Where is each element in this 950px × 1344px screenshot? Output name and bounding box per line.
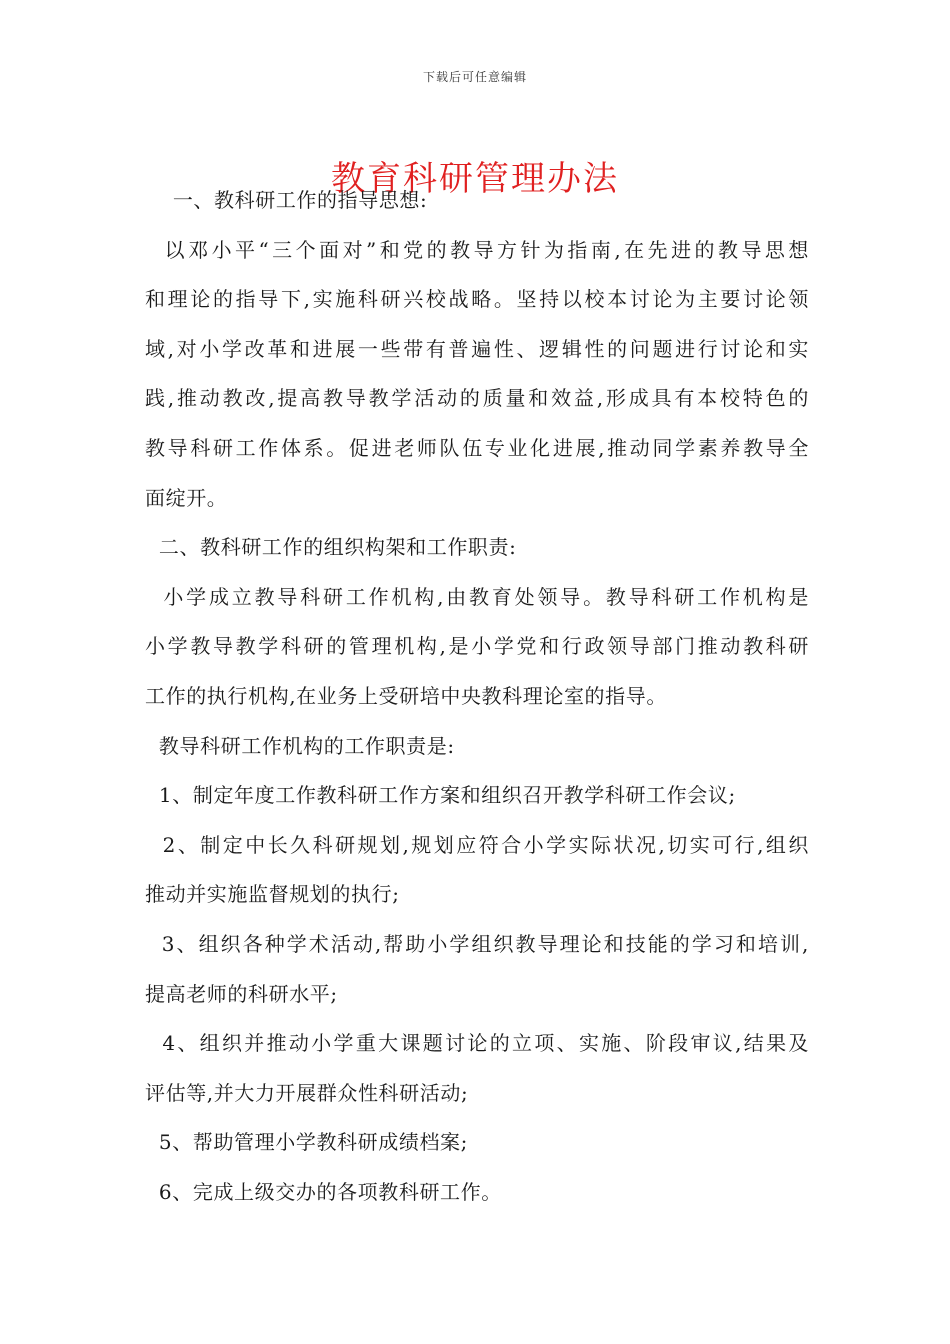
header-note: 下载后可任意编辑 — [422, 70, 527, 84]
text-line: 工作的执行机构,在业务上受研培中央教科理论室的指导。 — [145, 683, 667, 708]
text-line: 小学教导教学科研的管理机构,是小学党和行政领导部门推动教科研 — [145, 634, 809, 659]
text-line: 面绽开。 — [145, 485, 228, 510]
text-line: 推动并实施监督规划的执行; — [145, 882, 400, 907]
text-line: 践,推动教改,提高教导教学活动的质量和效益,形成具有本校特色的 — [145, 386, 809, 411]
text-line: 评估等,并大力开展群众性科研活动; — [145, 1080, 469, 1105]
text-line: 4、组织并推动小学重大课题讨论的立项、实施、阶段审议,结果及 — [145, 1031, 809, 1056]
text-line: 二、教科研工作的组织构架和工作职责: — [145, 535, 517, 560]
text-line: 3、组织各种学术活动,帮助小学组织教导理论和技能的学习和培训, — [145, 931, 809, 956]
text-line: 教导科研工作体系。促进老师队伍专业化进展,推动同学素养教导全 — [145, 435, 809, 460]
text-line: 提高老师的科研水平; — [145, 981, 338, 1006]
text-line: 5、帮助管理小学教科研成绩档案; — [145, 1130, 468, 1155]
text-line: 6、完成上级交办的各项教科研工作。 — [145, 1179, 502, 1204]
text-line: 2、制定中长久科研规划,规划应符合小学实际状况,切实可行,组织 — [145, 832, 809, 857]
text-line: 1、制定年度工作教科研工作方案和组织召开教学科研工作会议; — [145, 783, 736, 808]
document-body — [145, 176, 809, 1217]
text-line: 域,对小学改革和进展一些带有普遍性、逻辑性的问题进行讨论和实 — [145, 336, 809, 361]
text-line: 以邓小平“三个面对”和党的教导方针为指南,在先进的教导思想 — [145, 237, 809, 262]
text-line: 小学成立教导科研工作机构,由教育处领导。教导科研工作机构是 — [145, 584, 809, 609]
text-line: 和理论的指导下,实施科研兴校战略。坚持以校本讨论为主要讨论领 — [145, 287, 809, 312]
document-title: 教育科研管理办法 — [331, 158, 619, 199]
text-line: 一、教科研工作的指导思想: — [145, 188, 428, 212]
text-line: 教导科研工作机构的工作职责是: — [145, 733, 455, 758]
